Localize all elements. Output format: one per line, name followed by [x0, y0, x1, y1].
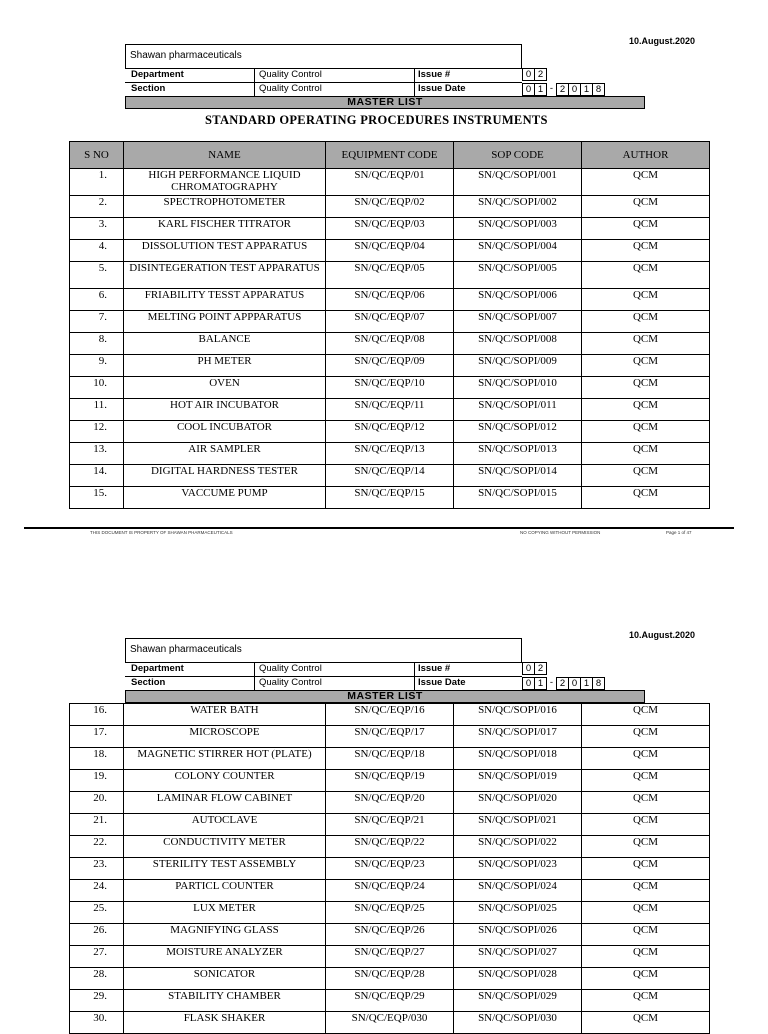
cell-equipment-code: SN/QC/EQP/20 [326, 792, 454, 814]
cell-sop-code: SN/QC/SOPI/028 [454, 968, 582, 990]
cell-name: PARTICL COUNTER [124, 880, 326, 902]
cell-equipment-code: SN/QC/EQP/22 [326, 836, 454, 858]
issue-number-digits-page2: 0 2 [523, 662, 547, 675]
section-row [125, 82, 522, 96]
header-sop-code: SOP CODE [454, 142, 582, 169]
table-row [70, 487, 710, 509]
section-value: Quality Control [259, 83, 322, 94]
cell-sop-code: SN/QC/SOPI/005 [454, 262, 582, 289]
cell-name: KARL FISCHER TITRATOR [124, 218, 326, 240]
table-row [70, 218, 710, 240]
cell-sno: 15. [70, 487, 124, 509]
cell-author: QCM [582, 814, 710, 836]
cell-sop-code: SN/QC/SOPI/030 [454, 1012, 582, 1034]
table-row [70, 465, 710, 487]
cell-equipment-code: SN/QC/EQP/15 [326, 487, 454, 509]
cell-name: OVEN [124, 377, 326, 399]
cell-author: QCM [582, 946, 710, 968]
cell-name: DISINTEGERATION TEST APPARATUS [124, 262, 326, 289]
department-row-page2 [125, 662, 522, 676]
table-row [70, 262, 710, 289]
issue-number-label: Issue # [418, 663, 451, 674]
table-row [70, 792, 710, 814]
table-row [70, 399, 710, 421]
cell-sop-code: SN/QC/SOPI/016 [454, 704, 582, 726]
cell-sop-code: SN/QC/SOPI/011 [454, 399, 582, 421]
cell-name: MAGNETIC STIRRER HOT (PLATE) [124, 748, 326, 770]
header-name: NAME [124, 142, 326, 169]
table-row [70, 726, 710, 748]
cell-name: COOL INCUBATOR [124, 421, 326, 443]
cell-sno: 12. [70, 421, 124, 443]
cell-equipment-code: SN/QC/EQP/08 [326, 333, 454, 355]
cell-sop-code: SN/QC/SOPI/024 [454, 880, 582, 902]
cell-equipment-code: SN/QC/EQP/28 [326, 968, 454, 990]
cell-author: QCM [582, 465, 710, 487]
table-row [70, 443, 710, 465]
cell-sop-code: SN/QC/SOPI/022 [454, 836, 582, 858]
cell-name: CONDUCTIVITY METER [124, 836, 326, 858]
cell-sop-code: SN/QC/SOPI/004 [454, 240, 582, 262]
cell-sop-code: SN/QC/SOPI/012 [454, 421, 582, 443]
cell-equipment-code: SN/QC/EQP/21 [326, 814, 454, 836]
cell-sno: 1. [70, 169, 124, 196]
table-row [70, 421, 710, 443]
cell-equipment-code: SN/QC/EQP/26 [326, 924, 454, 946]
cell-name: MELTING POINT APPPARATUS [124, 311, 326, 333]
table-row [70, 1012, 710, 1034]
issue-number-digits: 0 2 [523, 68, 547, 81]
section-value: Quality Control [259, 677, 322, 688]
cell-author: QCM [582, 1012, 710, 1034]
table-row [70, 814, 710, 836]
cell-sop-code: SN/QC/SOPI/029 [454, 990, 582, 1012]
cell-name: MICROSCOPE [124, 726, 326, 748]
table-row [70, 924, 710, 946]
cell-author: QCM [582, 262, 710, 289]
cell-name: COLONY COUNTER [124, 770, 326, 792]
cell-equipment-code: SN/QC/EQP/11 [326, 399, 454, 421]
cell-equipment-code: SN/QC/EQP/23 [326, 858, 454, 880]
header-sno: S NO [70, 142, 124, 169]
cell-author: QCM [582, 399, 710, 421]
cell-equipment-code: SN/QC/EQP/09 [326, 355, 454, 377]
cell-name: FLASK SHAKER [124, 1012, 326, 1034]
cell-sop-code: SN/QC/SOPI/009 [454, 355, 582, 377]
cell-name: SPECTROPHOTOMETER [124, 196, 326, 218]
cell-author: QCM [582, 858, 710, 880]
cell-author: QCM [582, 289, 710, 311]
cell-equipment-code: SN/QC/EQP/24 [326, 880, 454, 902]
cell-equipment-code: SN/QC/EQP/19 [326, 770, 454, 792]
table-row [70, 968, 710, 990]
company-name-box-page2 [125, 638, 522, 663]
cell-name: LAMINAR FLOW CABINET [124, 792, 326, 814]
cell-sno: 29. [70, 990, 124, 1012]
table-row [70, 990, 710, 1012]
cell-author: QCM [582, 240, 710, 262]
cell-sop-code: SN/QC/SOPI/013 [454, 443, 582, 465]
cell-equipment-code: SN/QC/EQP/18 [326, 748, 454, 770]
cell-sno: 27. [70, 946, 124, 968]
cell-name: AIR SAMPLER [124, 443, 326, 465]
cell-sop-code: SN/QC/SOPI/014 [454, 465, 582, 487]
cell-equipment-code: SN/QC/EQP/14 [326, 465, 454, 487]
cell-sno: 8. [70, 333, 124, 355]
cell-sop-code: SN/QC/SOPI/027 [454, 946, 582, 968]
cell-sop-code: SN/QC/SOPI/001 [454, 169, 582, 196]
cell-author: QCM [582, 836, 710, 858]
cell-sop-code: SN/QC/SOPI/026 [454, 924, 582, 946]
cell-equipment-code: SN/QC/EQP/17 [326, 726, 454, 748]
cell-sno: 2. [70, 196, 124, 218]
cell-sop-code: SN/QC/SOPI/002 [454, 196, 582, 218]
cell-equipment-code: SN/QC/EQP/29 [326, 990, 454, 1012]
footer-page-number: Page 1 of 47 [666, 530, 692, 535]
cell-author: QCM [582, 333, 710, 355]
cell-equipment-code: SN/QC/EQP/01 [326, 169, 454, 196]
cell-sno: 7. [70, 311, 124, 333]
master-list-bar-page2: MASTER LIST [125, 690, 645, 703]
cell-sop-code: SN/QC/SOPI/007 [454, 311, 582, 333]
table-row [70, 946, 710, 968]
cell-author: QCM [582, 311, 710, 333]
cell-name: DIGITAL HARDNESS TESTER [124, 465, 326, 487]
cell-sno: 19. [70, 770, 124, 792]
cell-equipment-code: SN/QC/EQP/030 [326, 1012, 454, 1034]
cell-name: VACCUME PUMP [124, 487, 326, 509]
section-label: Section [131, 83, 166, 94]
cell-author: QCM [582, 770, 710, 792]
cell-sno: 3. [70, 218, 124, 240]
cell-sop-code: SN/QC/SOPI/025 [454, 902, 582, 924]
department-label: Department [131, 69, 184, 80]
cell-sop-code: SN/QC/SOPI/020 [454, 792, 582, 814]
table-row [70, 355, 710, 377]
table-row [70, 311, 710, 333]
cell-sop-code: SN/QC/SOPI/019 [454, 770, 582, 792]
cell-author: QCM [582, 792, 710, 814]
page-title: STANDARD OPERATING PROCEDURES INSTRUMENTS [205, 113, 548, 127]
issue-number-label: Issue # [418, 69, 451, 80]
table-row [70, 377, 710, 399]
cell-equipment-code: SN/QC/EQP/12 [326, 421, 454, 443]
cell-author: QCM [582, 218, 710, 240]
cell-sop-code: SN/QC/SOPI/008 [454, 333, 582, 355]
cell-author: QCM [582, 169, 710, 196]
cell-name: LUX METER [124, 902, 326, 924]
footer-divider [24, 527, 734, 529]
cell-sop-code: SN/QC/SOPI/021 [454, 814, 582, 836]
issue-date-label: Issue Date [418, 677, 466, 688]
cell-name: WATER BATH [124, 704, 326, 726]
cell-equipment-code: SN/QC/EQP/16 [326, 704, 454, 726]
cell-author: QCM [582, 377, 710, 399]
issue-date-label: Issue Date [418, 83, 466, 94]
cell-name: SONICATOR [124, 968, 326, 990]
cell-name: HOT AIR INCUBATOR [124, 399, 326, 421]
cell-sop-code: SN/QC/SOPI/003 [454, 218, 582, 240]
cell-sop-code: SN/QC/SOPI/010 [454, 377, 582, 399]
company-name: Shawan pharmaceuticals [130, 50, 242, 61]
table-row [70, 196, 710, 218]
section-row-page2 [125, 676, 522, 690]
table-row [70, 902, 710, 924]
cell-equipment-code: SN/QC/EQP/06 [326, 289, 454, 311]
cell-author: QCM [582, 726, 710, 748]
company-name: Shawan pharmaceuticals [130, 644, 242, 655]
instruments-table-page1 [69, 141, 710, 509]
table-row [70, 836, 710, 858]
cell-sno: 26. [70, 924, 124, 946]
cell-sno: 5. [70, 262, 124, 289]
table-row [70, 289, 710, 311]
cell-sno: 20. [70, 792, 124, 814]
cell-sop-code: SN/QC/SOPI/018 [454, 748, 582, 770]
cell-sno: 21. [70, 814, 124, 836]
cell-sno: 10. [70, 377, 124, 399]
cell-sno: 17. [70, 726, 124, 748]
table-row [70, 240, 710, 262]
cell-sop-code: SN/QC/SOPI/015 [454, 487, 582, 509]
cell-sno: 16. [70, 704, 124, 726]
cell-sop-code: SN/QC/SOPI/023 [454, 858, 582, 880]
document-date-page2: 10.August.2020 [629, 630, 696, 640]
instruments-table-page2 [69, 703, 710, 1034]
cell-name: FRIABILITY TESST APPARATUS [124, 289, 326, 311]
cell-name: MAGNIFYING GLASS [124, 924, 326, 946]
cell-equipment-code: SN/QC/EQP/03 [326, 218, 454, 240]
cell-sno: 18. [70, 748, 124, 770]
footer-copy-note: NO COPYING WITHOUT PERMISSION [520, 530, 601, 535]
cell-author: QCM [582, 487, 710, 509]
cell-equipment-code: SN/QC/EQP/27 [326, 946, 454, 968]
cell-sno: 4. [70, 240, 124, 262]
table-row [70, 858, 710, 880]
document-date: 10.August.2020 [629, 36, 696, 46]
cell-name: MOISTURE ANALYZER [124, 946, 326, 968]
cell-name: STERILITY TEST ASSEMBLY [124, 858, 326, 880]
cell-author: QCM [582, 748, 710, 770]
issue-date-digits: 0 1 - 2 0 1 8 [523, 83, 605, 96]
cell-author: QCM [582, 196, 710, 218]
cell-equipment-code: SN/QC/EQP/10 [326, 377, 454, 399]
company-name-box [125, 44, 522, 69]
cell-author: QCM [582, 924, 710, 946]
cell-equipment-code: SN/QC/EQP/07 [326, 311, 454, 333]
cell-sno: 24. [70, 880, 124, 902]
cell-name: STABILITY CHAMBER [124, 990, 326, 1012]
department-label: Department [131, 663, 184, 674]
cell-author: QCM [582, 880, 710, 902]
cell-equipment-code: SN/QC/EQP/25 [326, 902, 454, 924]
cell-name: AUTOCLAVE [124, 814, 326, 836]
table-row [70, 880, 710, 902]
cell-sno: 25. [70, 902, 124, 924]
cell-author: QCM [582, 990, 710, 1012]
cell-name: HIGH PERFORMANCE LIQUID CHROMATOGRAPHY [124, 169, 326, 196]
cell-name: PH METER [124, 355, 326, 377]
cell-name: DISSOLUTION TEST APPARATUS [124, 240, 326, 262]
table-row [70, 770, 710, 792]
cell-sop-code: SN/QC/SOPI/017 [454, 726, 582, 748]
cell-author: QCM [582, 902, 710, 924]
cell-author: QCM [582, 968, 710, 990]
cell-sno: 6. [70, 289, 124, 311]
table-row [70, 704, 710, 726]
cell-equipment-code: SN/QC/EQP/02 [326, 196, 454, 218]
cell-sno: 9. [70, 355, 124, 377]
cell-author: QCM [582, 704, 710, 726]
department-value: Quality Control [259, 663, 322, 674]
department-value: Quality Control [259, 69, 322, 80]
cell-sno: 23. [70, 858, 124, 880]
issue-date-digits-page2: 0 1 - 2 0 1 8 [523, 677, 605, 690]
cell-equipment-code: SN/QC/EQP/05 [326, 262, 454, 289]
table-row [70, 169, 710, 196]
header-author: AUTHOR [582, 142, 710, 169]
cell-sno: 30. [70, 1012, 124, 1034]
department-row [125, 68, 522, 82]
cell-sno: 11. [70, 399, 124, 421]
cell-sno: 14. [70, 465, 124, 487]
table-row [70, 333, 710, 355]
cell-author: QCM [582, 355, 710, 377]
header-equipment-code: EQUIPMENT CODE [326, 142, 454, 169]
cell-sop-code: SN/QC/SOPI/006 [454, 289, 582, 311]
cell-equipment-code: SN/QC/EQP/13 [326, 443, 454, 465]
cell-name: BALANCE [124, 333, 326, 355]
cell-author: QCM [582, 443, 710, 465]
cell-sno: 22. [70, 836, 124, 858]
footer-property-note: THIS DOCUMENT IS PROPERTY OF SHAWAN PHARMACEUTICALS [90, 530, 233, 535]
cell-sno: 28. [70, 968, 124, 990]
cell-sno: 13. [70, 443, 124, 465]
section-label: Section [131, 677, 166, 688]
cell-author: QCM [582, 421, 710, 443]
table-row [70, 748, 710, 770]
cell-equipment-code: SN/QC/EQP/04 [326, 240, 454, 262]
master-list-bar: MASTER LIST [125, 96, 645, 109]
